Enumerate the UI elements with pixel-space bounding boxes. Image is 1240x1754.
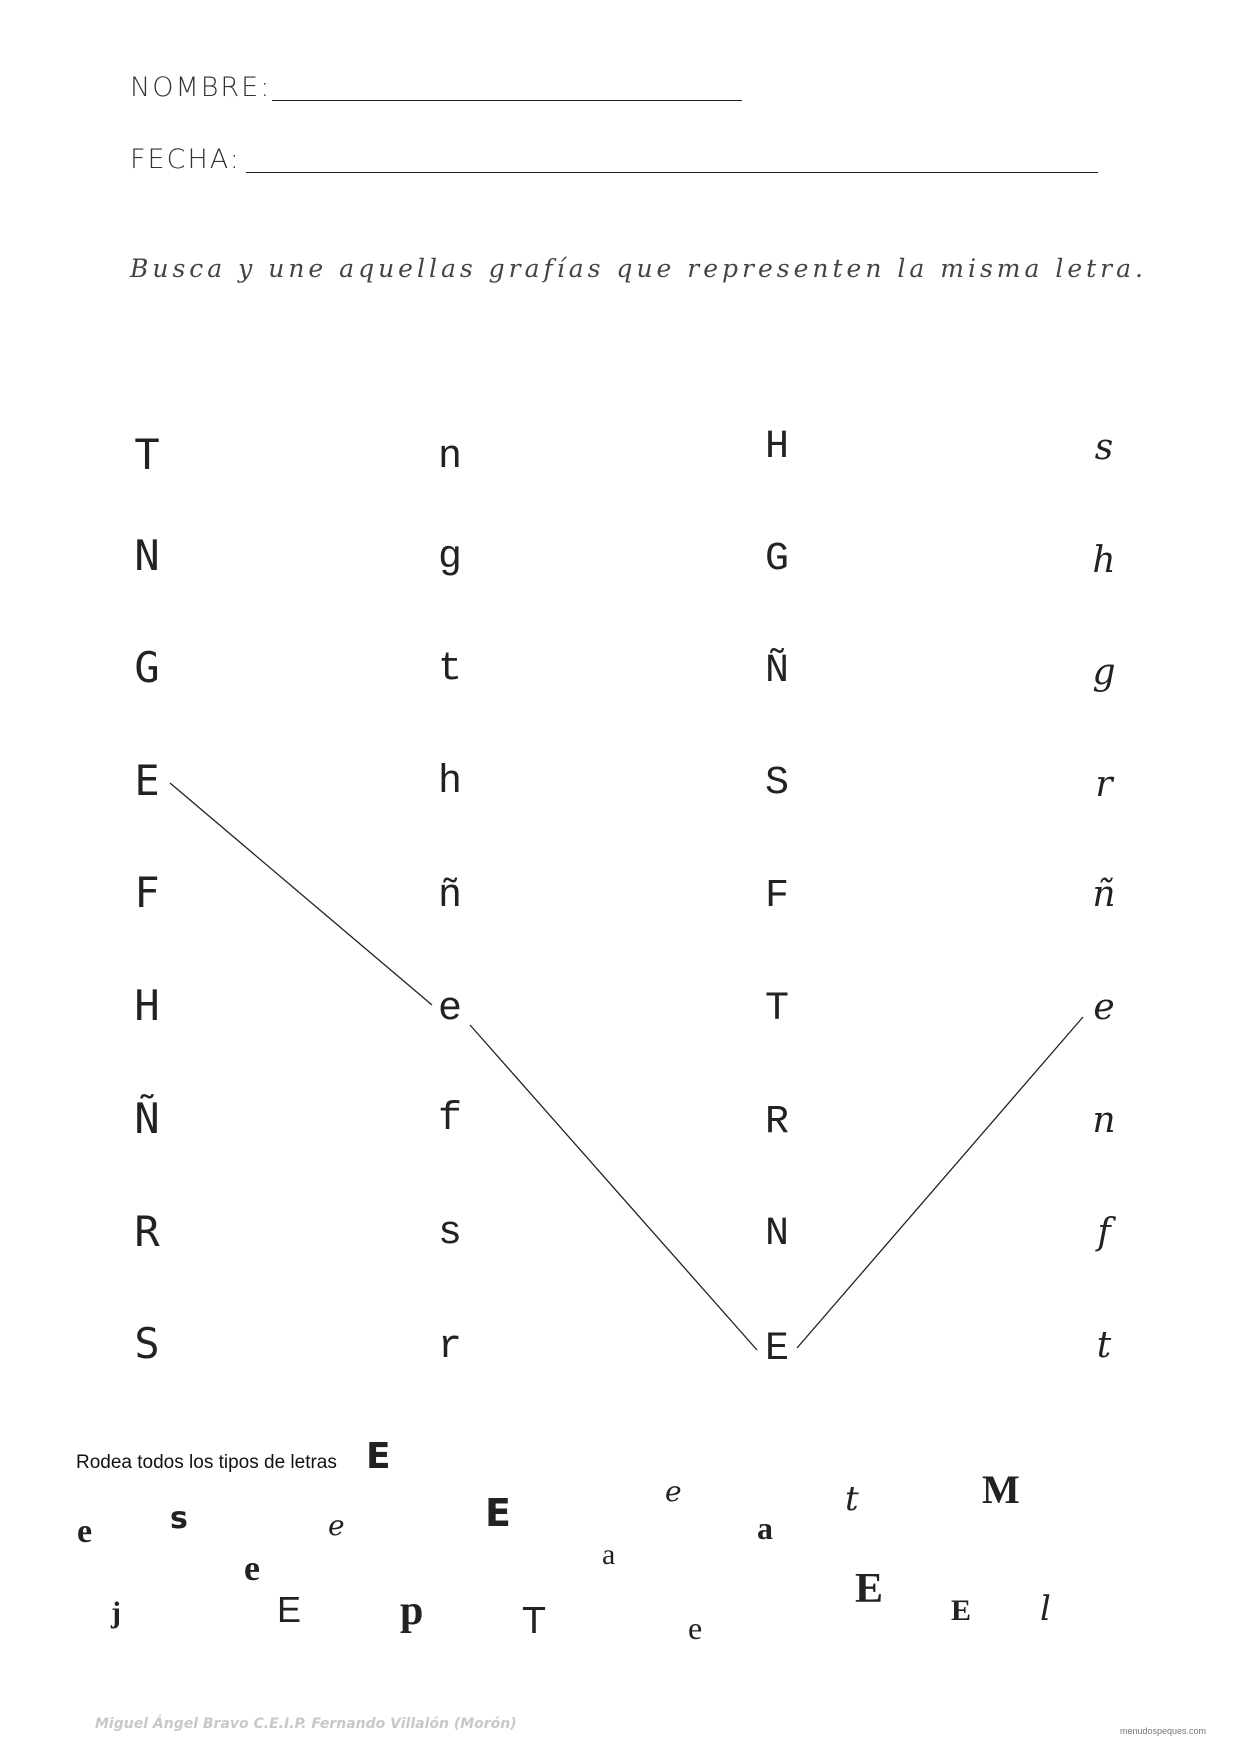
scatter-letter[interactable]: t	[845, 1479, 859, 1519]
letter-F[interactable]: F	[134, 868, 160, 917]
letter-H[interactable]: H	[764, 425, 789, 470]
scatter-letter[interactable]: e	[688, 1610, 703, 1646]
letter-cursive-t[interactable]: t	[1096, 1325, 1112, 1366]
letter-S[interactable]: S	[764, 761, 789, 806]
line-E-to-e-cursive	[797, 1017, 1083, 1348]
scatter-letter[interactable]: E	[485, 1491, 511, 1535]
letter-g[interactable]: g	[437, 535, 462, 580]
letter-N[interactable]: N	[134, 531, 160, 580]
letter-T[interactable]: T	[764, 987, 789, 1032]
letter-cursive-n-tilde[interactable]: ñ	[1092, 874, 1116, 915]
letter-e[interactable]: e	[437, 987, 462, 1032]
scatter-letter[interactable]: e	[328, 1509, 345, 1542]
scatter-letter[interactable]: E	[277, 1589, 302, 1630]
letter-cursive-g[interactable]: g	[1092, 652, 1116, 693]
scatter-letter[interactable]: E	[855, 1566, 884, 1612]
letter-F[interactable]: F	[764, 874, 789, 919]
letter-N-tilde[interactable]: Ñ	[764, 649, 789, 694]
date-label: FECHA:	[130, 144, 241, 175]
scatter-letter[interactable]: p	[400, 1588, 424, 1634]
letter-cursive-e[interactable]: e	[1093, 987, 1115, 1028]
scatter-letter[interactable]: a	[757, 1510, 773, 1546]
letter-s[interactable]: s	[437, 1211, 462, 1256]
scatter-letter[interactable]: e	[77, 1513, 93, 1550]
exercise1-instruction: Busca y une aquellas grafías que representen la misma letra.	[130, 254, 1147, 283]
letter-E[interactable]: E	[134, 756, 160, 805]
letter-N-tilde[interactable]: Ñ	[134, 1094, 160, 1143]
scatter-letter[interactable]: e	[244, 1548, 260, 1588]
scatter-letter[interactable]: E	[951, 1594, 972, 1627]
exercise2-instruction: Rodea todos los tipos de letras	[76, 1452, 337, 1473]
watermark: menudospeques.com	[1120, 1726, 1207, 1736]
scatter-letter[interactable]: a	[602, 1538, 616, 1571]
footer-credit: Miguel Ángel Bravo C.E.I.P. Fernando Villalón (Morón)	[95, 1716, 517, 1732]
letter-cursive-n[interactable]: n	[1092, 1100, 1116, 1141]
scatter-letter[interactable]: T	[523, 1601, 545, 1642]
letter-G[interactable]: G	[134, 643, 160, 692]
scatter-letter[interactable]: e	[665, 1475, 682, 1508]
letter-h[interactable]: h	[437, 760, 462, 805]
letter-r[interactable]: r	[437, 1325, 462, 1370]
letter-H[interactable]: H	[134, 981, 160, 1030]
letter-E[interactable]: E	[764, 1327, 789, 1372]
letter-cursive-r[interactable]: r	[1095, 764, 1113, 805]
scatter-letter[interactable]: j	[111, 1596, 121, 1629]
exercise2-target-letter: E	[366, 1436, 391, 1477]
letter-n[interactable]: n	[437, 435, 462, 480]
line-e-to-E	[470, 1025, 757, 1350]
name-label: NOMBRE:	[130, 72, 272, 103]
letter-R[interactable]: R	[134, 1207, 160, 1256]
letter-T[interactable]: T	[134, 430, 160, 479]
letter-f[interactable]: f	[437, 1097, 462, 1142]
letter-R[interactable]: R	[764, 1100, 789, 1145]
letter-N[interactable]: N	[764, 1212, 789, 1257]
letter-cursive-s[interactable]: s	[1094, 427, 1114, 468]
line-E-to-e	[170, 783, 432, 1005]
letter-cursive-h[interactable]: h	[1092, 540, 1116, 581]
letter-t[interactable]: t	[437, 647, 462, 692]
scatter-letter[interactable]: M	[982, 1467, 1020, 1512]
scatter-letter[interactable]: l	[1040, 1589, 1051, 1629]
letter-G[interactable]: G	[764, 537, 789, 582]
letter-S[interactable]: S	[134, 1319, 160, 1368]
letter-n-tilde[interactable]: ñ	[437, 874, 462, 919]
letter-cursive-f[interactable]: f	[1097, 1212, 1111, 1253]
scatter-letter[interactable]: s	[170, 1501, 188, 1536]
